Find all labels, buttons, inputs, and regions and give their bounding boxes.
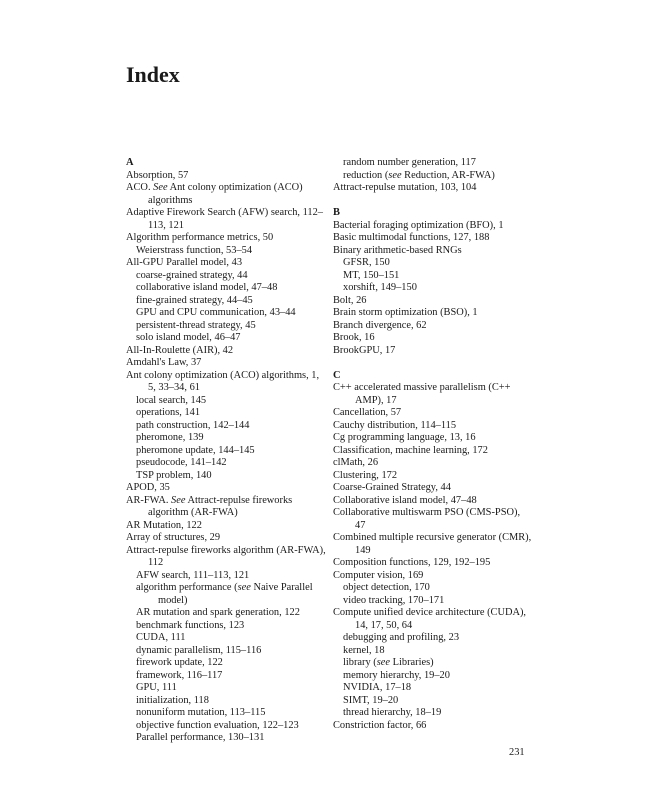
index-entry: Clustering, 172 (333, 469, 398, 481)
index-subentry: pheromone update, 144–145 (136, 444, 255, 456)
index-subentry: benchmark functions, 123 (136, 619, 245, 631)
index-subentry: object detection, 170 (343, 582, 430, 593)
index-entry: Bacterial foraging optimization (BFO), 1 (333, 219, 504, 231)
index-subentry: nonuniform mutation, 113–115 (136, 707, 266, 718)
index-subentry: MT, 150–151 (343, 269, 400, 281)
index-subentry: path construction, 142–144 (136, 419, 250, 431)
index-subentry: AR mutation and spark generation, 122 (136, 607, 300, 618)
index-subentry (126, 582, 326, 607)
index-subentry: collaborative island model, 47–48 (136, 282, 278, 293)
index-subentry: firework update, 122 (136, 657, 223, 668)
index-entry: Adaptive Firework Search (AFW) search, 112–113, 121 (126, 207, 323, 231)
index-subentry: persistent-thread strategy, 45 (136, 319, 256, 331)
index-subentry: kernel, 18 (343, 644, 385, 656)
index-entry: Array of structures, 29 (126, 532, 221, 543)
see-reference: see (237, 582, 251, 593)
page-number: 231 (509, 747, 525, 758)
index-column-right (333, 157, 533, 732)
page-title: Index (126, 62, 180, 87)
index-entry: Compute unified device architecture (CUDA), 14, 17, 50, 64 (333, 607, 527, 631)
entry-text: AR-FWA. (126, 494, 172, 506)
index-subentry: framework, 116–117 (136, 669, 223, 681)
index-entry: clMath, 26 (333, 457, 379, 468)
index-subentry: CUDA, 111 (136, 632, 186, 643)
index-entry: Basic multimodal functions, 127, 188 (333, 232, 490, 243)
index-subentry: solo island model, 46–47 (136, 332, 241, 343)
entry-text: library ( (343, 657, 377, 668)
index-subentry: pseudocode, 141–142 (136, 457, 227, 468)
entry-text: Naive Parallel model) (158, 582, 313, 606)
index-entry (126, 495, 326, 520)
index-entry: Binary arithmetic-based RNGs (333, 244, 462, 256)
index-entry: Cancellation, 57 (333, 407, 402, 418)
index-entry: C++ accelerated massive parallelism (C++ AMP), 17 (333, 382, 511, 406)
index-subentry: video tracking, 170–171 (343, 594, 445, 606)
index-entry: Algorithm performance metrics, 50 (126, 232, 274, 243)
index-subentry: dynamic parallelism, 115–116 (136, 644, 262, 656)
index-subentry: local search, 145 (136, 394, 207, 406)
see-reference: see (376, 657, 391, 668)
index-entry: Attract-repulse mutation, 103, 104 (333, 182, 477, 193)
index-subentry: objective function evaluation, 122–123 (136, 719, 299, 731)
index-entry: Collaborative multiswarm PSO (CMS-PSO), 47 (333, 507, 521, 531)
index-entry: Absorption, 57 (126, 169, 189, 181)
index-entry: AR Mutation, 122 (126, 519, 202, 531)
index-subentry: GPU, 111 (136, 682, 177, 693)
index-subentry (333, 170, 533, 183)
index-subentry: random number generation, 117 (343, 157, 476, 168)
see-reference: See (171, 494, 186, 506)
index-subentry: thread hierarchy, 18–19 (343, 707, 442, 718)
index-subentry: GPU and CPU communication, 43–44 (136, 307, 296, 318)
index-subentry: memory hierarchy, 19–20 (343, 669, 450, 681)
entry-text: reduction ( (343, 169, 389, 181)
index-entry: APOD, 35 (126, 482, 170, 493)
index-letter-heading: B (333, 207, 340, 218)
index-column-left (126, 157, 326, 745)
index-subentry: NVIDIA, 17–18 (343, 682, 412, 693)
index-entry: Combined multiple recursive generator (CMR), 149 (333, 532, 532, 556)
index-entry: Attract-repulse fireworks algorithm (AR-FWA), 112 (126, 544, 326, 568)
index-subentry: GFSR, 150 (343, 257, 390, 268)
index-subentry: TSP problem, 140 (136, 469, 212, 481)
entry-text: algorithm performance ( (136, 582, 238, 593)
index-entry: Constriction factor, 66 (333, 719, 427, 731)
index-entry: Bolt, 26 (333, 294, 367, 306)
index-entry: Collaborative island model, 47–48 (333, 494, 477, 506)
index-entry: All-In-Roulette (AIR), 42 (126, 344, 234, 356)
index-entry: Ant colony optimization (ACO) algorithms, 1, 5, 33–34, 61 (126, 369, 320, 393)
index-entry: Brain storm optimization (BSO), 1 (333, 307, 478, 318)
index-subentry (333, 657, 533, 670)
index-subentry: xorshift, 149–150 (343, 282, 417, 293)
index-entry: Cauchy distribution, 114–115 (333, 419, 457, 431)
index-entry (126, 182, 326, 207)
index-subentry: debugging and profiling, 23 (343, 632, 460, 643)
entry-text: Reduction, AR-FWA) (401, 169, 495, 181)
index-entry: All-GPU Parallel model, 43 (126, 257, 243, 268)
index-letter-heading: A (126, 157, 134, 168)
index-entry: Computer vision, 169 (333, 569, 424, 581)
index-entry: Cg programming language, 13, 16 (333, 432, 476, 443)
index-entry: Amdahl's Law, 37 (126, 357, 202, 368)
index-entry: Composition functions, 129, 192–195 (333, 557, 491, 568)
index-subentry: SIMT, 19–20 (343, 694, 399, 706)
index-subentry: initialization, 118 (136, 694, 209, 706)
index-letter-heading: C (333, 369, 341, 381)
entry-text: ACO. (126, 182, 154, 193)
index-subentry: operations, 141 (136, 407, 201, 418)
index-entry: Coarse-Grained Strategy, 44 (333, 482, 451, 493)
index-subentry: coarse-grained strategy, 44 (136, 269, 248, 281)
see-reference: See (153, 182, 168, 193)
entry-text: Ant colony optimization (ACO) algorithms (148, 182, 303, 206)
index-entry: Classification, machine learning, 172 (333, 444, 488, 456)
index-subentry: Weierstrass function, 53–54 (136, 244, 253, 256)
index-subentry: AFW search, 111–113, 121 (136, 569, 250, 581)
index-subentry: fine-grained strategy, 44–45 (136, 294, 253, 306)
see-reference: see (388, 169, 402, 181)
index-entry: Brook, 16 (333, 332, 375, 343)
index-subentry: Parallel performance, 130–131 (136, 732, 265, 743)
index-subentry: pheromone, 139 (136, 432, 204, 443)
index-entry: BrookGPU, 17 (333, 344, 396, 356)
entry-text: Libraries) (390, 657, 434, 668)
entry-text: Attract-repulse fireworks algorithm (AR-FWA) (148, 494, 293, 518)
index-entry: Branch divergence, 62 (333, 319, 427, 331)
